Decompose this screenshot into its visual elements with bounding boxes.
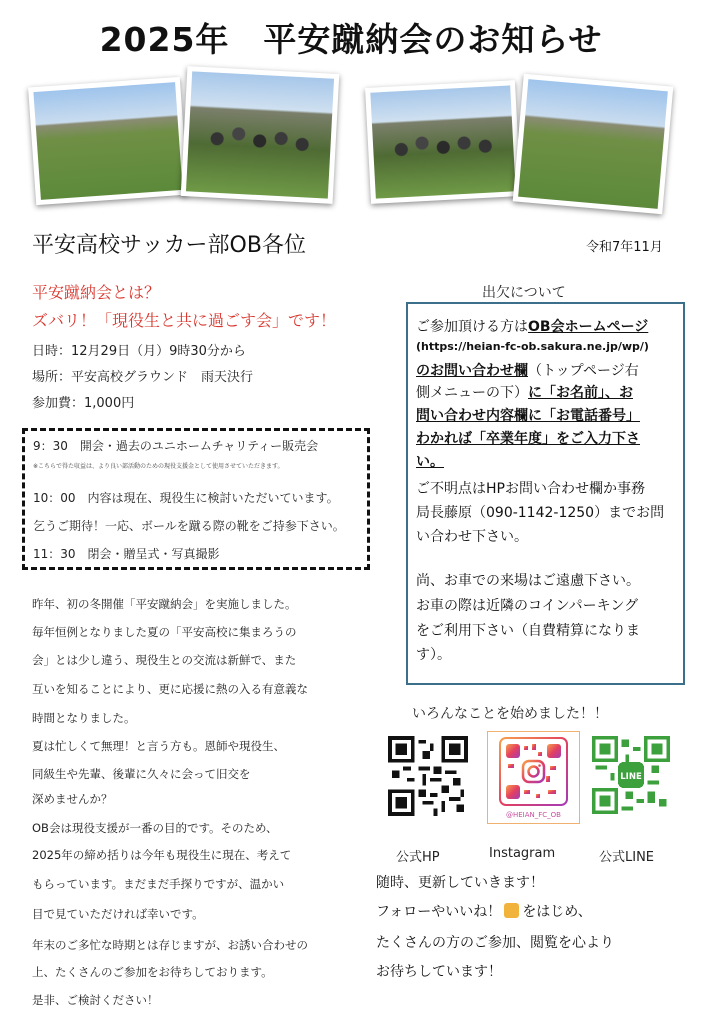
parking-line-4: す）。 (416, 647, 451, 663)
line-logo-text: LINE (620, 772, 642, 783)
attend-text: ご参加頂ける方は (416, 319, 528, 335)
attend-text: （トップページ右 (528, 363, 639, 379)
label-official-hp: 公式HP (396, 850, 440, 865)
parking-line-3: をご利用下さい（自費精算になりま (416, 623, 640, 639)
closing-text: をはじめ、 (522, 904, 592, 920)
schedule-box (22, 428, 370, 570)
instagram-handle: @HEIAN_FC_OB (505, 811, 562, 819)
grad-year-instruction: わかれば「卒業年度」をご入力下さ (416, 431, 640, 447)
instagram-qr-code[interactable] (487, 731, 580, 824)
body-line: OB会は現役支援が一番の目的です。そのため、 (32, 821, 278, 835)
contact-line-1: ご不明点はHPお問い合わせ欄か事務 (416, 481, 645, 497)
body-line: 深めませんか？ (32, 792, 113, 806)
thumbs-up-icon (504, 903, 519, 918)
attend-line-3 (416, 360, 639, 380)
attendance-heading: 出欠について (482, 285, 566, 301)
body-line: 2025年の締め括りは今年も現役生に現在、考えて (32, 848, 292, 862)
label-official-line: 公式LINE (599, 850, 655, 865)
closing-line-1: 随時、更新していきます！ (376, 875, 544, 891)
attend-line-4 (416, 382, 633, 402)
photo-field-1 (28, 77, 188, 205)
intro-question: 平安蹴納会とは？ (32, 283, 161, 302)
body-line: 会」とは少し違う、現役生との交流は新鮮で、また (32, 653, 297, 667)
addressee-heading: 平安高校サッカー部OB各位 (32, 233, 306, 258)
instruction-end: い。 (416, 454, 444, 470)
closing-line-4: お待ちしています！ (376, 964, 502, 980)
contact-line-2: 局長藤原（090-1142-1250）までお問 (416, 505, 665, 521)
schedule-note: ※こちらで得た収益は、より良い部活動のための現役支援金として使用させていただきます。 (33, 463, 284, 470)
ob-homepage-link[interactable]: OB会ホームページ (528, 319, 649, 335)
intro-answer: ズバリ！「現役生と共に過ごす会」です！ (32, 311, 337, 330)
event-fee: 参加費：1,000円 (32, 396, 135, 411)
body-line: 昨年、初の冬開催「平安蹴納会」を実施しました。 (32, 597, 297, 611)
body-line: 目で見ていただければ幸いです。 (32, 907, 204, 921)
phone-instruction: 問い合わせ内容欄に「お電話番号」 (416, 408, 640, 424)
page-title: 2025年 平安蹴納会のお知らせ (99, 20, 603, 59)
homepage-qr-code[interactable] (388, 736, 468, 816)
body-line: 同級生や先輩、後輩に久々に会って旧交を (32, 767, 251, 781)
photo-group-1 (181, 66, 340, 204)
closing-text: フォローやいいね！ (376, 904, 502, 920)
contact-form-text: のお問い合わせ欄 (416, 363, 528, 379)
sns-heading: いろんなことを始めました！！ (412, 706, 608, 722)
contact-line-3: い合わせ下さい。 (416, 529, 528, 545)
body-line: 毎年恒例となりました夏の「平安高校に集まろうの (32, 625, 297, 639)
closing-line-3: たくさんの方のご参加、閲覧を心より (376, 935, 614, 951)
label-instagram: Instagram (489, 846, 556, 861)
body-line: 夏は忙しくて無理！と言う方も。恩師や現役生、 (32, 739, 285, 753)
body-line: 上、たくさんのご参加をお待ちしております。 (32, 965, 273, 979)
event-place: 場所：平安高校グラウンド 雨天決行 (32, 370, 254, 385)
line-qr-code[interactable] (592, 735, 670, 815)
photo-group-2 (365, 80, 521, 204)
schedule-item-1: 9：30 開会・過去のユニホームチャリティー販売会 (33, 439, 319, 453)
body-line: 年末のご多忙な時期とは存じますが、お誘い合わせの (32, 938, 308, 952)
schedule-item-2b: 乞うご期待！一応、ボールを蹴る際の靴をご持参下さい。 (33, 519, 345, 533)
body-line: 互いを知ることにより、更に応援に熱の入る有意義な (32, 682, 308, 696)
schedule-item-3: 11：30 閉会・贈呈式・写真撮影 (33, 547, 220, 561)
photo-ceremony (513, 74, 674, 215)
body-line: 時間となりました。 (32, 711, 136, 725)
parking-line-1: 尚、お車での来場はご遠慮下さい。 (416, 573, 640, 589)
homepage-url[interactable]: (https://heian-fc-ob.sakura.ne.jp/wp/) (416, 340, 649, 353)
attend-text: 側メニューの下） (416, 385, 528, 401)
schedule-item-2: 10：00 内容は現在、現役生に検討いただいています。 (33, 491, 339, 505)
body-line: もらっています。まだまだ手探りですが、温かい (32, 877, 285, 891)
attend-line-1 (416, 316, 648, 336)
name-instruction: に「お名前」、お (528, 385, 633, 401)
closing-line-2 (376, 901, 592, 921)
parking-line-2: お車の際は近隣のコインパーキング (416, 598, 639, 614)
issue-date: 令和7年11月 (586, 240, 663, 255)
body-line: 是非、ご検討ください！ (32, 993, 159, 1007)
attendance-box (406, 302, 685, 685)
event-datetime: 日時：12月29日（月）9時30分から (32, 344, 246, 359)
